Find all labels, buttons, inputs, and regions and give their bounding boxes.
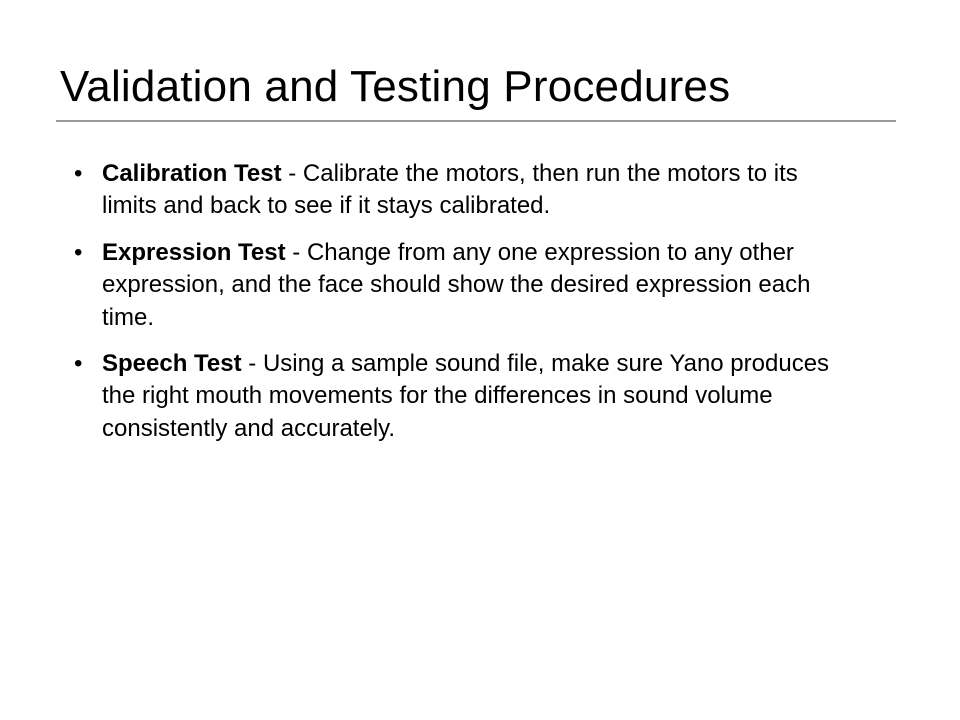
bullet-separator: -	[281, 160, 303, 187]
bullet-dot-icon: •	[74, 160, 83, 187]
slide-title: Validation and Testing Procedures	[60, 62, 731, 111]
bullet-list	[74, 158, 854, 459]
bullet-text: Using a sample sound file, make sure Yano produces the right mouth movements for the differences in sound volume consistently and accurately.	[102, 349, 830, 442]
bullet-term: Calibration Test	[102, 160, 282, 187]
bullet-separator: -	[241, 349, 263, 377]
bullet-separator: -	[285, 238, 307, 266]
bullet-term: Expression Test	[102, 238, 286, 266]
bullet-item-expression-test	[74, 237, 854, 334]
bullet-dot-icon: •	[74, 349, 83, 377]
title-divider	[56, 120, 896, 122]
bullet-text: Change from any one expression to any other expression, and the face should show the desired expression each time.	[102, 238, 811, 331]
bullet-item-calibration-test	[74, 158, 854, 223]
bullet-term: Speech Test	[102, 349, 242, 377]
bullet-dot-icon: •	[74, 238, 83, 266]
bullet-text: Calibrate the motors, then run the motors to its limits and back to see if it stays calibrated.	[102, 160, 798, 220]
bullet-item-speech-test	[74, 348, 854, 445]
